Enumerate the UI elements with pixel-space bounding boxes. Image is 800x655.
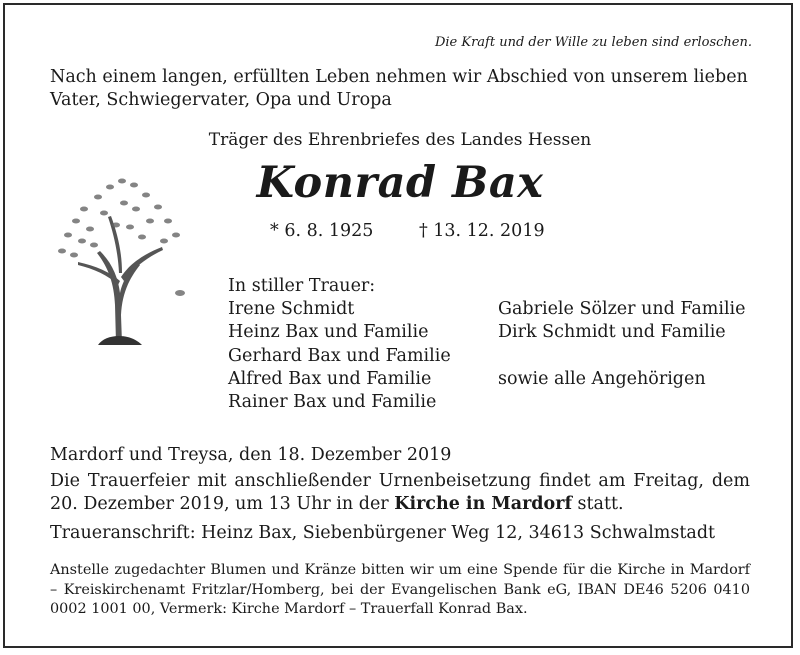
service-text-end: statt. xyxy=(571,494,624,514)
mourner-name: Alfred Bax und Familie xyxy=(228,368,432,389)
mourners-left-column xyxy=(228,275,451,414)
death-date: † 13. 12. 2019 xyxy=(418,221,545,241)
mourner-name: Dirk Schmidt und Familie xyxy=(498,322,726,343)
motto: Die Kraft und der Wille zu leben sind erloschen. xyxy=(434,35,752,50)
tree-icon xyxy=(38,165,198,345)
mourning-address: Traueranschrift: Heinz Bax, Siebenbürgener Weg 12, 34613 Schwalmstadt xyxy=(50,523,716,543)
mourner-name: Irene Schmidt xyxy=(228,299,355,320)
life-dates xyxy=(270,221,545,241)
mourners-heading: In stiller Trauer: xyxy=(228,276,376,296)
service-location: Kirche in Mardorf xyxy=(394,494,572,514)
mourner-name: Heinz Bax und Familie xyxy=(228,322,429,343)
mourner-name: Gabriele Sölzer und Familie xyxy=(498,299,746,320)
deceased-name: Konrad Bax xyxy=(256,158,544,208)
mourner-name: Rainer Bax und Familie xyxy=(228,392,437,413)
donation-request: Anstelle zugedachter Blumen und Kränze bitten wir um eine Spende für die Kirche in Mardorf – Kreiskirchenamt Fritzlar/Homberg, bei der Evangelischen Bank eG, IBAN DE46 5206 0410 0002 1001 00, Vermerk: Kirche Mardorf – Trauerfall Konrad Bax. xyxy=(50,562,750,617)
mourner-relatives: sowie alle Angehörigen xyxy=(498,368,706,389)
mourners-right-column xyxy=(498,275,746,391)
service-text: Die Trauerfeier mit anschließender Urnenbeisetzung findet am Freitag, dem 20. Dezember 2019, um 13 Uhr in der xyxy=(50,471,750,514)
honor-line: Träger des Ehrenbriefes des Landes Hessen xyxy=(208,130,592,150)
mourner-name: Gerhard Bax und Familie xyxy=(228,345,451,366)
birth-date: * 6. 8. 1925 xyxy=(270,221,374,241)
place-and-date: Mardorf und Treysa, den 18. Dezember 2019 xyxy=(50,445,452,465)
funeral-service-info xyxy=(50,470,750,516)
intro-text: Nach einem langen, erfüllten Leben nehmen wir Abschied von unserem lieben Vater, Schwiegervater, Opa und Uropa xyxy=(50,67,748,110)
